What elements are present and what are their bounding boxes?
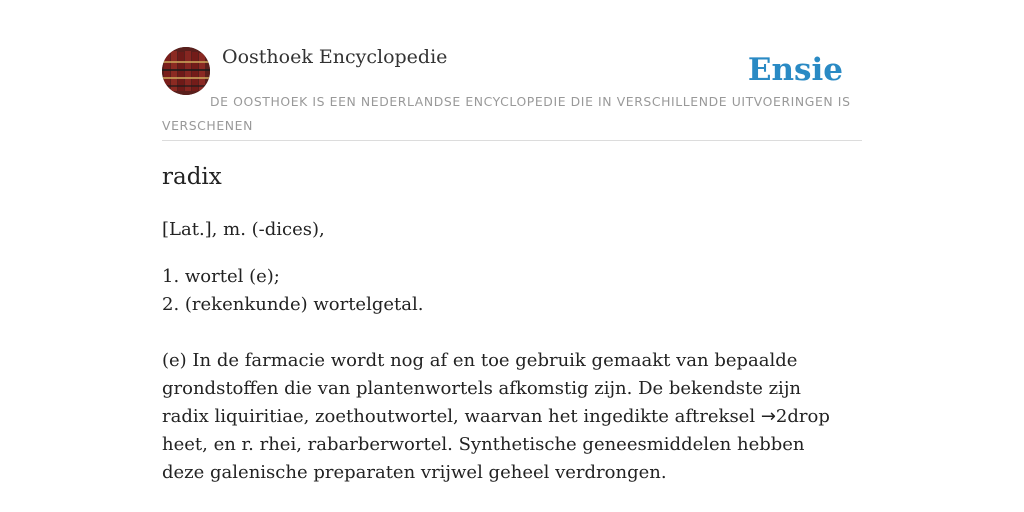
site-header: [162, 0, 862, 141]
books-image: [162, 47, 210, 95]
definition-list: [162, 263, 852, 319]
definition-item: 2. (rekenkunde) wortelgetal.: [162, 294, 424, 315]
cross-reference-link[interactable]: 2drop: [775, 406, 830, 427]
entry-title: radix: [162, 164, 222, 190]
brand-logo[interactable]: Ensie: [747, 52, 843, 88]
page: [162, 0, 862, 483]
encyclopedia-books-avatar[interactable]: [162, 47, 210, 95]
entry-content: [162, 216, 852, 487]
entry-grammar: [Lat.], m. (-dices),: [162, 219, 325, 240]
paragraph-text: (e) In de farmacie wordt nog af en toe gebruik gemaakt van bepaalde grondstoffen die van plantenwortels afkomstig zijn. De bekendste zijn radix liquiritiae, zoethoutwortel, waarvan het ingedikte aftreksel: [162, 350, 801, 427]
definition-item: 1. wortel (e);: [162, 266, 280, 287]
site-title[interactable]: Oosthoek Encyclopedie: [222, 46, 448, 68]
site-subtitle: DE OOSTHOEK IS EEN NEDERLANDSE ENCYCLOPEDIE DIE IN VERSCHILLENDE UITVOERINGEN IS VERSCHENEN: [162, 94, 851, 133]
cross-reference-arrow-icon[interactable]: →: [760, 406, 776, 427]
entry-paragraph: [162, 347, 852, 487]
paragraph-text: heet, en r. rhei, rabarberwortel. Synthetische geneesmiddelen hebben deze galenische preparaten vrijwel geheel verdrongen.: [162, 434, 805, 483]
